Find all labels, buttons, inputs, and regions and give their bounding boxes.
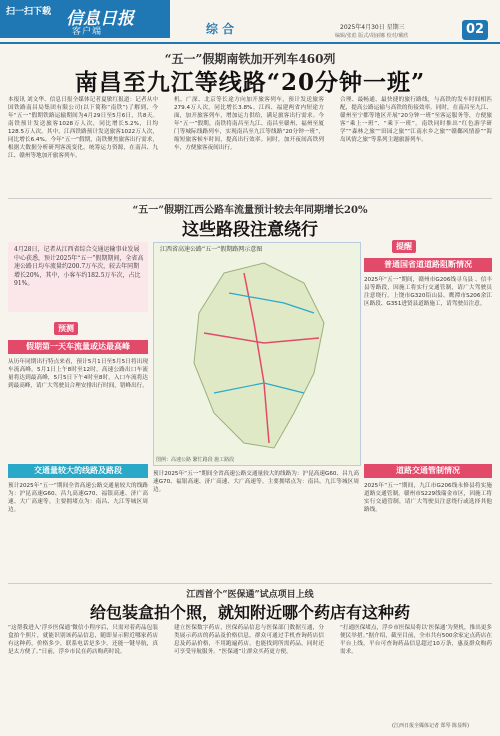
page-number: 02 bbox=[462, 20, 488, 40]
story-divider bbox=[8, 198, 492, 199]
client-label: 客户端 bbox=[72, 27, 103, 37]
tag-forecast: 预测 bbox=[54, 322, 78, 335]
story-divider bbox=[8, 583, 492, 584]
road-network-map bbox=[153, 242, 361, 466]
section-bar-first-day: 假期第一天车流量或达最高峰 bbox=[8, 340, 148, 354]
forecast-text: 从历年同期出行特点来看，预计5月1日至5月5日将出现车流高峰。5月1日上午8时至12时，高速公路出口车流量将达到最高峰，5月5日下午4时至8时，入口车流将达到最高峰，请广大驾驶员合理安排出行时间，错峰出行。 bbox=[8, 359, 148, 389]
story1-column-2: 机、广深、北京等长途方向加开旅客列车，预计发送旅客279.4万人次，同比增长3.8%。江西、福建两省内短途方面，加开旅客列车，增加运力供给，满足旅客出行需求。今年“五一”假期，南铁将南昌至九江、南昌至赣州、福州至厦门等城际线路列车，实现南昌至九江等线路“20分钟一班”，缩短旅客候车时间，提高出行效率。同时，加开夜间高铁列车，方便旅客夜间出行。 bbox=[174, 97, 324, 151]
story1-subtitle: “五一”假期南铁加开列车460列 bbox=[164, 52, 336, 66]
map-legend: 图例：高速公路 繁忙路段 施工路段 bbox=[156, 457, 235, 463]
scan-download-label: 扫一扫下载 bbox=[2, 3, 55, 18]
newspaper-logo: 信息日报 bbox=[66, 9, 134, 29]
story2-headline: 这些路段注意绕行 bbox=[182, 220, 318, 240]
map-graphic bbox=[154, 243, 360, 465]
section-bar-busy-roads: 交通量较大的线路及路段 bbox=[8, 464, 148, 478]
section-title: 综 合 bbox=[206, 22, 235, 36]
story3-subtitle: 江西首个“医保通”试点项目上线 bbox=[186, 590, 314, 600]
story3-column-3: “打通医保堵点，浮乡市医保局将以‘医保通’为契机，推出更多便民举措。”据介绍，截至目前，全市共有500余家定点药店在平台上线，平台可查询药品信息超过10万条，惠及群众购药需求。 bbox=[340, 625, 492, 655]
editor-line: 编辑/张彪 版式/胡丽娜 校对/戴欣 bbox=[335, 33, 409, 39]
masthead-rule bbox=[0, 42, 500, 44]
story1-headline: 南昌至九江等线路“20分钟一班” bbox=[74, 69, 426, 96]
tag-remind: 提醒 bbox=[392, 240, 416, 253]
story2-lead: 4月28日，记者从江西省综合交通运输事业发展中心获悉，预计2025年“五一”假期期间，全省高速公路日均车流量约200.7万车次，较去年同期增长20%，其中，小客车约182.5万车次，占比91%。 bbox=[14, 246, 144, 287]
section-bar-road-closures: 普通国省道道路阻断情况 bbox=[364, 258, 492, 272]
story1-column-1: 本报讯 刘文华、信息日报全媒体记者夏敏红报道：记者从中国铁路南昌局集团有限公司(以下简称“南铁”)了解到，今年“五一”假期铁路运输期间为4月29日至5月6日，共8天。南铁预计发送旅客1028万人次，同比增长5.2%，日均128.5万人次。其中，江西铁路预计发送旅客1022万人次，同比增长6.4%。今年“五一”假期，南铁聚焦旅客出行需求，根据大数据分析研判客流变化，统筹运力资源，在南昌、九江、赣州等地加开旅客列车。 bbox=[8, 97, 158, 159]
road-closure-text: 2025年“五一”期间，赣州市G206线寻乌县 、信丰县等路段，因施工将实行交通管制，请广大驾驶员注意绕行。上饶市G320铅山县、鹰潭市S206余江区路段、G351进贤县道路施工，请驾驶员注意。 bbox=[364, 277, 492, 307]
map-notes: 预计2025年“五一”期间全省高速公路交通量较大的线路为：沪昆高速G60、昌九高速G70、福银高速、济广高速、大广高速等。主要拥堵点为：南昌、九江等城区周边。 bbox=[153, 471, 359, 493]
story3-column-2: 建立医保数字药店，医保药品信息与医保部门数据互通，分类展示药店的药品及价格信息，群众可通过手机查询药店信息及药品价格，不用跑遍药店，也能找到所需药品，同时还可享受导航服务。“医保通”让群众买药更方便。 bbox=[174, 625, 324, 655]
story2-subtitle: “五一”假期江西公路车流量预计较去年同期增长20% bbox=[132, 205, 368, 216]
section-bar-traffic-control: 道路交通管制情况 bbox=[364, 464, 492, 478]
story3-headline: 给包装盒拍个照，就知附近哪个药店有这种药 bbox=[89, 603, 410, 622]
dateline: 2025年4月30日 星期三 bbox=[340, 24, 405, 31]
story3-credit: (江西日报全媒体记者 郑琴 陈显辉) bbox=[392, 723, 470, 729]
busy-roads-text: 预计2025年“五一”期间全省高速公路交通量较大的线路为：沪昆高速G60、昌九高速G70、福银高速、济广高速、大广高速等。主要拥堵点为：南昌、九江等城区周边。 bbox=[8, 483, 148, 513]
traffic-control-text: 2025年“五一”期间，九江市G206线永修县将实施道路交通管制，赣州市S229线瑞金市区，因施工将实行交通管制，请广大驾驶员注意绕行或选择其他路线。 bbox=[364, 483, 492, 513]
story1-column-3: 合理、最畅通、最快捷的旅行路线，与高铁的发车时间相匹配，提高公路运输与高铁的衔接效率。同时，在南昌至九江、赣州至宁都等地区开展“20分钟一班”至客运服务等，方便旅客“乘上一班”、“乘下一班”。南铁同时推出“红色游学研学”“森林之旅”“田园之旅”“江南水乡之旅”“赣鄱风情游”“海岛风情之旅”等系列主题旅游列车。 bbox=[340, 97, 492, 143]
map-title: 江西省高速公路“五一”假期路网示意图 bbox=[160, 246, 263, 253]
story3-column-1: “这帮我进入‘浮乡医保通’微信小程序后，只需对着药品包装盒拍个照片，就能识别该药品信息，随即显示附近哪家药店有这种药，价格多少，联系电话是多少，还能一键导航，真是太方便了。”日前，浮乡市民在药店购药时说。 bbox=[8, 625, 158, 655]
masthead bbox=[0, 0, 500, 46]
